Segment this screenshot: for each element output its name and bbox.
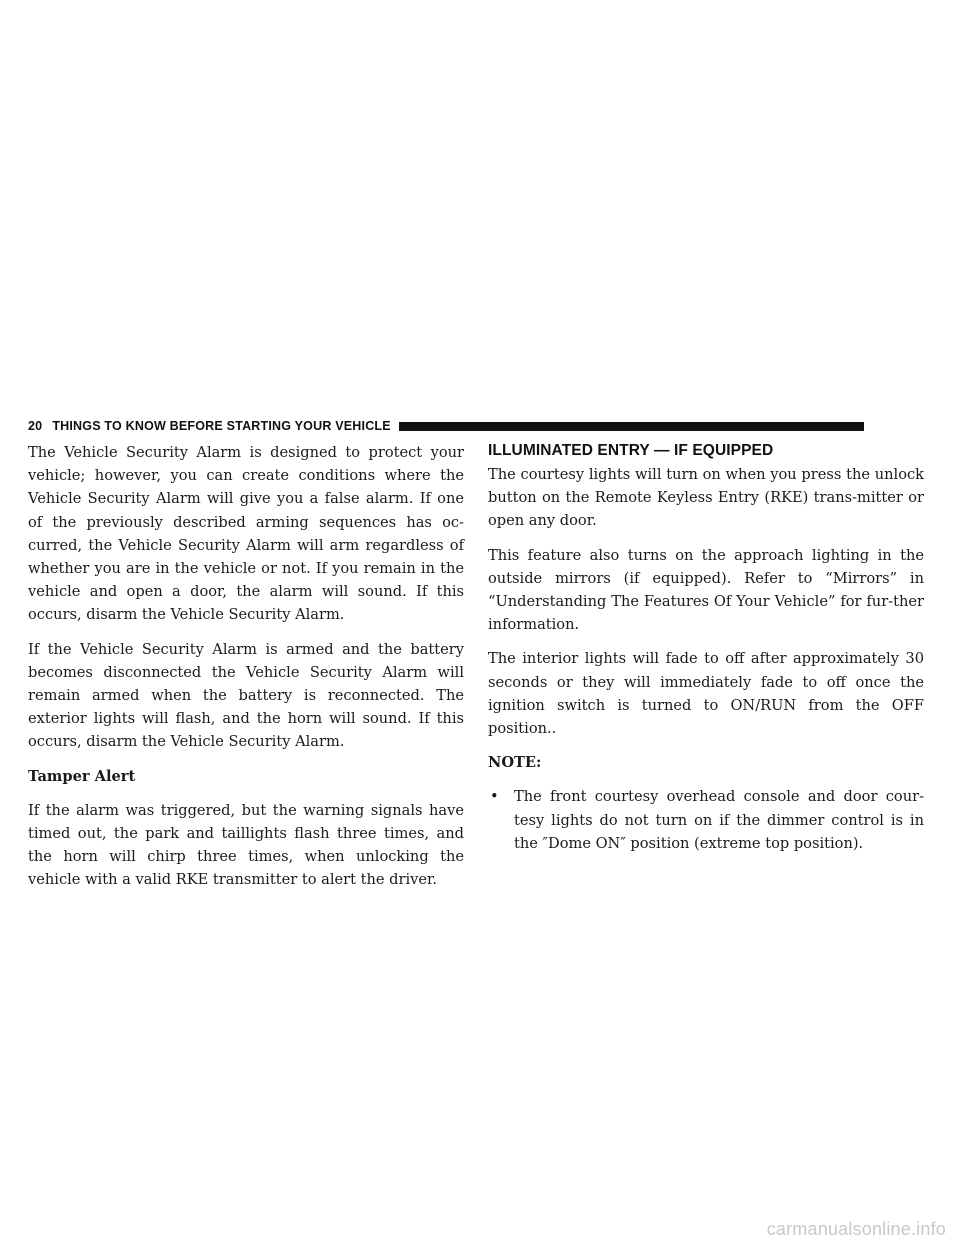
page-number: 20 <box>28 419 43 433</box>
note-bullet-item <box>488 785 924 855</box>
bullet-icon: • <box>490 788 499 806</box>
header-rule <box>399 422 864 431</box>
paragraph-approach-lighting: This feature also turns on the approach lighting in the outside mirrors (if equipped). Refer to “Mirrors” in “Understanding The Features Of Your Vehicle” for fur-ther information. <box>488 546 924 634</box>
left-column <box>28 441 464 903</box>
paragraph-battery: If the Vehicle Security Alarm is armed and the battery becomes disconnected the Vehicle Security Alarm will remain armed when the battery is reconnected. The exterior lights will flash, and the horn will sound. If this occurs, disarm the Vehicle Security Alarm. <box>28 640 464 751</box>
paragraph-tamper-alert: If the alarm was triggered, but the warning signals have timed out, the park and taillights flash three times, and the horn will chirp three times, when unlocking the vehicle with a valid RKE transmitter to alert the driver. <box>28 801 464 889</box>
subheading-tamper-alert: Tamper Alert <box>28 767 136 785</box>
chapter-title: THINGS TO KNOW BEFORE STARTING YOUR VEHICLE <box>52 419 391 433</box>
right-column <box>488 441 924 855</box>
page-header <box>28 418 864 434</box>
paragraph-courtesy-lights: The courtesy lights will turn on when you press the unlock button on the Remote Keyless Entry (RKE) trans-mitter or open any door. <box>488 466 924 530</box>
paragraph-fade-off: The interior lights will fade to off after approximately 30 seconds or they will immediately fade to off once the ignition switch is turned to ON/RUN from the OFF position.. <box>488 650 924 738</box>
note-bullet-text: The front courtesy overhead console and door cour-tesy lights do not turn on if the dimmer control is in the ″Dome ON″ position (extreme top position). <box>514 788 924 852</box>
note-label: NOTE: <box>488 754 542 772</box>
section-title-illuminated-entry: ILLUMINATED ENTRY — IF EQUIPPED <box>488 442 774 459</box>
watermark: carmanualsonline.info <box>766 1219 946 1239</box>
paragraph-false-alarm: The Vehicle Security Alarm is designed to protect your vehicle; however, you can create conditions where the Vehicle Security Alarm will give you a false alarm. If one of the previously described arming sequences has oc-curred, the Vehicle Security Alarm will arm regardless of whether you are in the vehicle or not. If you remain in the vehicle and open a door, the alarm will sound. If this occurs, disarm the Vehicle Security Alarm. <box>28 444 464 624</box>
